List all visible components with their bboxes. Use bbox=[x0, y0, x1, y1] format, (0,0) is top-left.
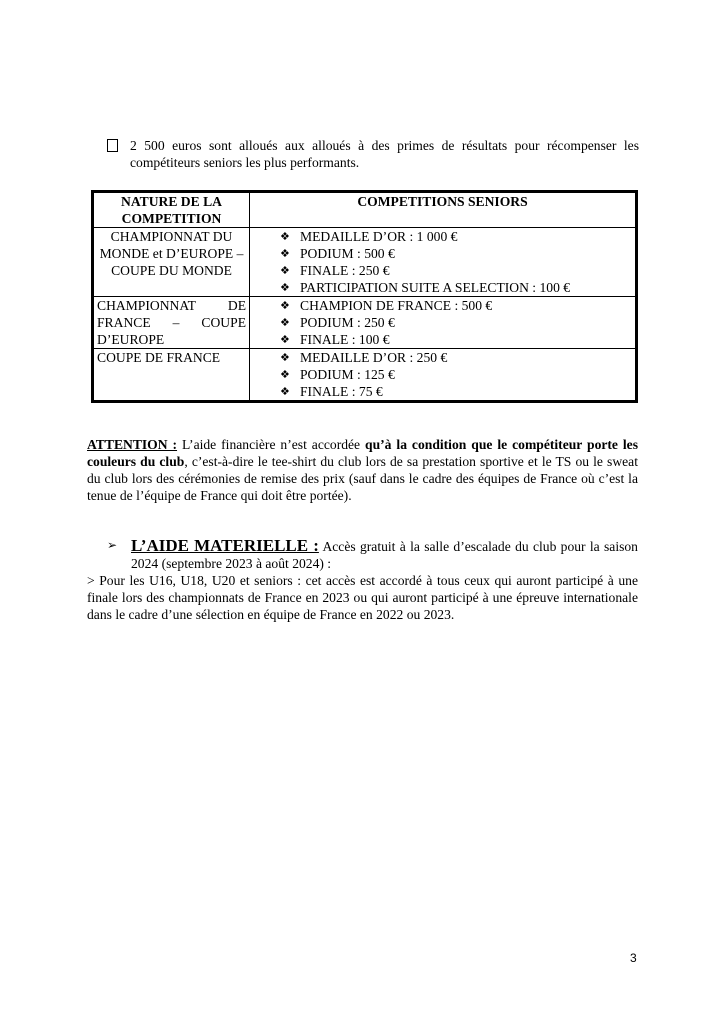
aide-intro-text: Accès gratuit à la salle d’escalade du club pour la saison 2024 (septembre 2023 à août 2024) : bbox=[131, 539, 638, 571]
attention-paragraph bbox=[87, 436, 638, 504]
intro-paragraph bbox=[107, 137, 639, 171]
attention-bold-text: qu’à la condition que le compétiteur porte les couleurs du club bbox=[87, 437, 639, 469]
category-cell: COUPE DE FRANCE bbox=[93, 349, 250, 402]
aide-title: L’AIDE MATERIELLE : bbox=[131, 536, 319, 555]
diamond-bullet-icon: ❖ bbox=[280, 299, 290, 312]
prizes-table bbox=[91, 190, 638, 403]
table-row bbox=[93, 297, 637, 349]
diamond-bullet-icon: ❖ bbox=[280, 281, 290, 294]
checkbox-bullet-icon bbox=[107, 139, 118, 152]
category-cell: CHAMPIONNAT DE FRANCE – COUPE D’EUROPE bbox=[93, 297, 250, 349]
table-row bbox=[93, 228, 637, 297]
diamond-bullet-icon: ❖ bbox=[280, 385, 290, 398]
category-cell: CHAMPIONNAT DU MONDE et D’EUROPE – COUPE DU MONDE bbox=[93, 228, 250, 297]
attention-text-1: L’aide financière n’est accordée bbox=[177, 437, 366, 452]
list-item: ❖ FINALE : 75 € bbox=[280, 384, 383, 399]
list-item: ❖ PODIUM : 125 € bbox=[280, 367, 395, 382]
diamond-bullet-icon: ❖ bbox=[280, 247, 290, 260]
prizes-cell bbox=[250, 349, 637, 402]
aide-body-text: > Pour les U16, U18, U20 et seniors : cet accès est accordé à tous ceux qui auront participé à une finale lors des championnats de France en 2023 ou qui auront participé à une épreuve internationale dans le cadre d’une sélection en équipe de France en 2022 ou 2023. bbox=[87, 573, 638, 622]
list-item: ❖ CHAMPION DE FRANCE : 500 € bbox=[280, 298, 493, 313]
diamond-bullet-icon: ❖ bbox=[280, 230, 290, 243]
prizes-cell bbox=[250, 297, 637, 349]
diamond-bullet-icon: ❖ bbox=[280, 333, 290, 346]
attention-heading: ATTENTION : bbox=[87, 437, 178, 452]
page-number: 3 bbox=[630, 951, 637, 965]
prize-list bbox=[253, 349, 632, 400]
arrow-bullet-icon: ➢ bbox=[107, 538, 118, 552]
header-competitions-seniors: COMPETITIONS SENIORS bbox=[250, 192, 637, 228]
attention-text-2: , c’est-à-dire le tee-shirt du club lors de sa prestation sportive et le TS ou le sweat du club lors des cérémonies de remise des prix (sauf dans le cadre des équipes de France où c’est la tenue de l’équipe de France qui doit être portée). bbox=[87, 454, 638, 503]
diamond-bullet-icon: ❖ bbox=[280, 264, 290, 277]
list-item: ❖ FINALE : 100 € bbox=[280, 332, 390, 347]
list-item: ❖ MEDAILLE D’OR : 250 € bbox=[280, 350, 448, 365]
list-item: ❖ MEDAILLE D’OR : 1 000 € bbox=[280, 229, 458, 244]
table-row bbox=[93, 349, 637, 402]
list-item: ❖ PODIUM : 250 € bbox=[280, 315, 395, 330]
intro-text: 2 500 euros sont alloués aux alloués à des primes de résultats pour récompenser les compétiteurs seniors les plus performants. bbox=[130, 138, 639, 170]
aide-materielle-section bbox=[87, 537, 638, 623]
diamond-bullet-icon: ❖ bbox=[280, 368, 290, 381]
list-item: ❖ PODIUM : 500 € bbox=[280, 246, 395, 261]
list-item: ❖ FINALE : 250 € bbox=[280, 263, 390, 278]
list-item: ❖ PARTICIPATION SUITE A SELECTION : 100 € bbox=[280, 280, 571, 295]
table-header-row bbox=[93, 192, 637, 228]
aide-heading-line bbox=[87, 537, 638, 572]
diamond-bullet-icon: ❖ bbox=[280, 316, 290, 329]
diamond-bullet-icon: ❖ bbox=[280, 351, 290, 364]
prizes-cell bbox=[250, 228, 637, 297]
prize-list bbox=[253, 297, 632, 348]
header-nature: NATURE DE LA COMPETITION bbox=[93, 192, 250, 228]
prize-list bbox=[253, 228, 632, 296]
